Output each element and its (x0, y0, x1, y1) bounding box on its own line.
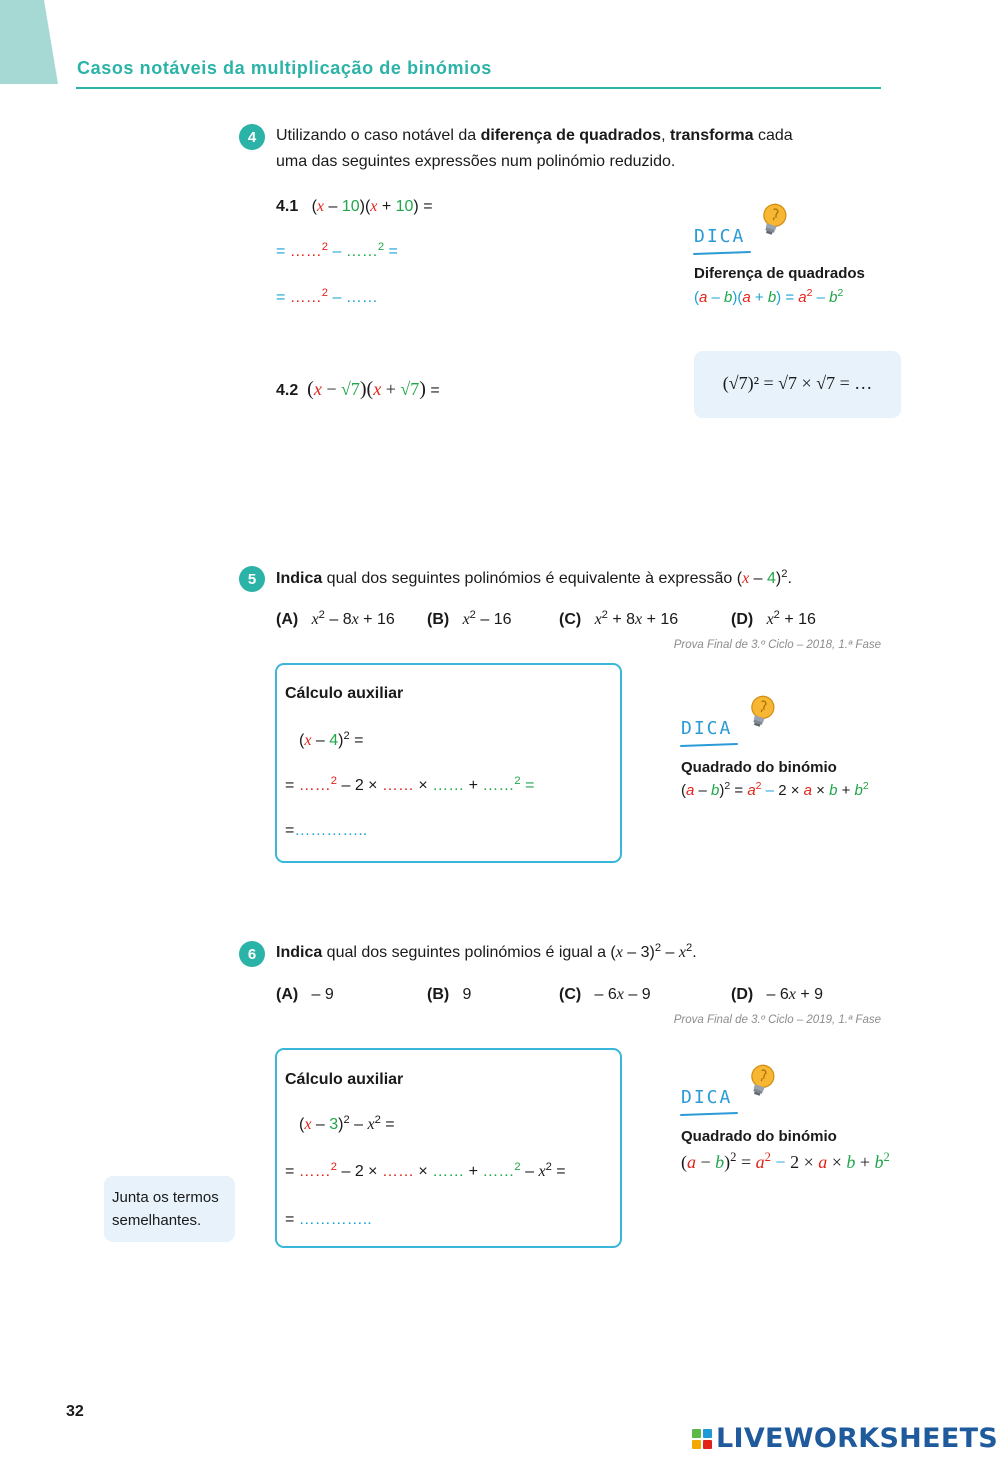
dica-1-formula: $(a - b)(a + b) = a^2 - b^2$ (694, 287, 844, 306)
ex5-aux-line2[interactable]: = ……$^2$ – 2 × …… × …… + ……$^2$ = (285, 774, 535, 794)
ex6-option-d-label: (D) (731, 986, 754, 1003)
ex6-aux-title: Cálculo auxiliar (285, 1071, 404, 1088)
ex5-option-b-label: (B) (427, 611, 450, 628)
ex6-aux-line2[interactable]: = ……$^2$ – 2 × …… × …… + ……$^2$ – $x^2$ = (285, 1160, 566, 1180)
logo-text: LIVEWORKSHEETS (716, 1423, 999, 1454)
ex6-option-d[interactable]: (D) – 6x + 9 (731, 986, 824, 1003)
ex4-1-step2[interactable]: = ……$^2$ – …… (276, 286, 378, 306)
chapter-title: Casos notáveis da multiplicação de binómios (77, 58, 492, 78)
dica-2-word: DICA (681, 718, 733, 739)
dica-1-word: DICA (694, 226, 746, 247)
lightbulb-icon (746, 694, 776, 732)
ex6-source: Prova Final de 3.º Ciclo – 2019, 1.ª Fase (673, 1014, 881, 1026)
dica-1-title: Diferença de quadrados (694, 265, 865, 282)
side-note-text: Junta os termos semelhantes. (112, 1189, 219, 1229)
ex6-verb: Indica (276, 944, 323, 961)
ex6-option-c[interactable]: (C) – 6x – 9 (559, 986, 651, 1003)
ex6-text: qual dos seguintes polinómios é igual a (322, 944, 611, 961)
dica-3-formula: $(a - b)^2 = a^2 - 2 \times a \times b + b^2$ (681, 1150, 890, 1172)
ex4-intro-line2: uma das seguintes expressões num polinómio reduzido. (276, 153, 676, 170)
ex5-option-d-label: (D) (731, 611, 754, 628)
ex5-verb: Indica (276, 570, 323, 587)
ex5-aux-line1: (x – 4)$^2$ = (299, 729, 364, 749)
ex4-1-label: 4.1 (276, 198, 299, 215)
dica-1-underline (693, 251, 751, 255)
dica-3-word: DICA (681, 1087, 733, 1108)
ex5-option-a[interactable]: (A) $x^2 - 8x + 16$ (276, 608, 395, 628)
ex4-keyword-transforma: transforma (669, 127, 754, 144)
exercise-4-statement (276, 123, 836, 175)
exercise-6-statement: Indica qual dos seguintes polinómios é igual a $(x - 3)^2 - x^2$. (276, 941, 697, 961)
ex6-option-b-label: (B) (427, 986, 450, 1003)
ex5-option-b[interactable]: (B) $x^2 - 16$ (427, 608, 512, 628)
ex6-option-c-label: (C) (559, 986, 582, 1003)
dica-3-title: Quadrado do binómio (681, 1128, 837, 1145)
ex5-source: Prova Final de 3.º Ciclo – 2018, 1.ª Fase (673, 639, 881, 651)
ex4-intro-text: Utilizando o caso notável da (276, 127, 481, 144)
lightbulb-icon (758, 202, 788, 240)
liveworksheets-logo (692, 1423, 998, 1454)
dica-2-formula: $(a - b)^2 = a^2 - 2 \times a \times b + b^2$ (681, 780, 869, 799)
ex5-aux-line3[interactable]: =………….. (285, 822, 368, 839)
ex4-1-step1[interactable]: = ……$^2$ – ……$^2$ = (276, 240, 398, 260)
exercise-4-badge: 4 (239, 124, 265, 150)
exercise-5-badge: 5 (239, 566, 265, 592)
ex5-option-d[interactable]: (D) $x^2 + 16$ (731, 608, 816, 628)
lightbulb-icon (746, 1063, 776, 1101)
ex4-1-expression: 4.1 (x – 10)(x + 10) = (276, 198, 433, 215)
ex5-text: qual dos seguintes polinómios é equivalente à expressão (322, 570, 737, 587)
ex6-aux-line3[interactable]: = ………….. (285, 1211, 372, 1228)
ex5-option-c[interactable]: (C) $x^2 + 8x + 16$ (559, 608, 679, 628)
dica-2-underline (680, 743, 738, 747)
dica-2-title: Quadrado do binómio (681, 759, 837, 776)
exercise-5-statement: Indica qual dos seguintes polinómios é equivalente à expressão (x – 4)$^2$. (276, 567, 792, 587)
ex5-option-a-label: (A) (276, 611, 299, 628)
ex6-aux-line1: $(x - 3)^2 - x^2$ = (299, 1113, 395, 1133)
ex6-option-a[interactable]: (A) – 9 (276, 986, 334, 1003)
ex6-option-a-label: (A) (276, 986, 299, 1003)
ex4-2-expression: 4.2 (x − √7)(x + √7) = (276, 378, 440, 400)
page-number: 32 (66, 1403, 84, 1420)
sqrt-tip-text: (√7)² = √7 × √7 = … (722, 373, 873, 393)
corner-decoration (0, 0, 58, 84)
ex5-aux-title: Cálculo auxiliar (285, 685, 404, 702)
logo-grid-icon (692, 1429, 712, 1449)
exercise-6-badge: 6 (239, 941, 265, 967)
ex4-intro-end: cada (753, 127, 793, 144)
ex4-2-label: 4.2 (276, 382, 299, 399)
ex5-option-c-label: (C) (559, 611, 582, 628)
title-rule (76, 87, 881, 89)
ex6-option-b[interactable]: (B) 9 (427, 986, 472, 1003)
ex4-comma: , (661, 127, 670, 144)
ex4-keyword-diff: diferença de quadrados (480, 127, 662, 144)
dica-3-underline (680, 1112, 738, 1116)
